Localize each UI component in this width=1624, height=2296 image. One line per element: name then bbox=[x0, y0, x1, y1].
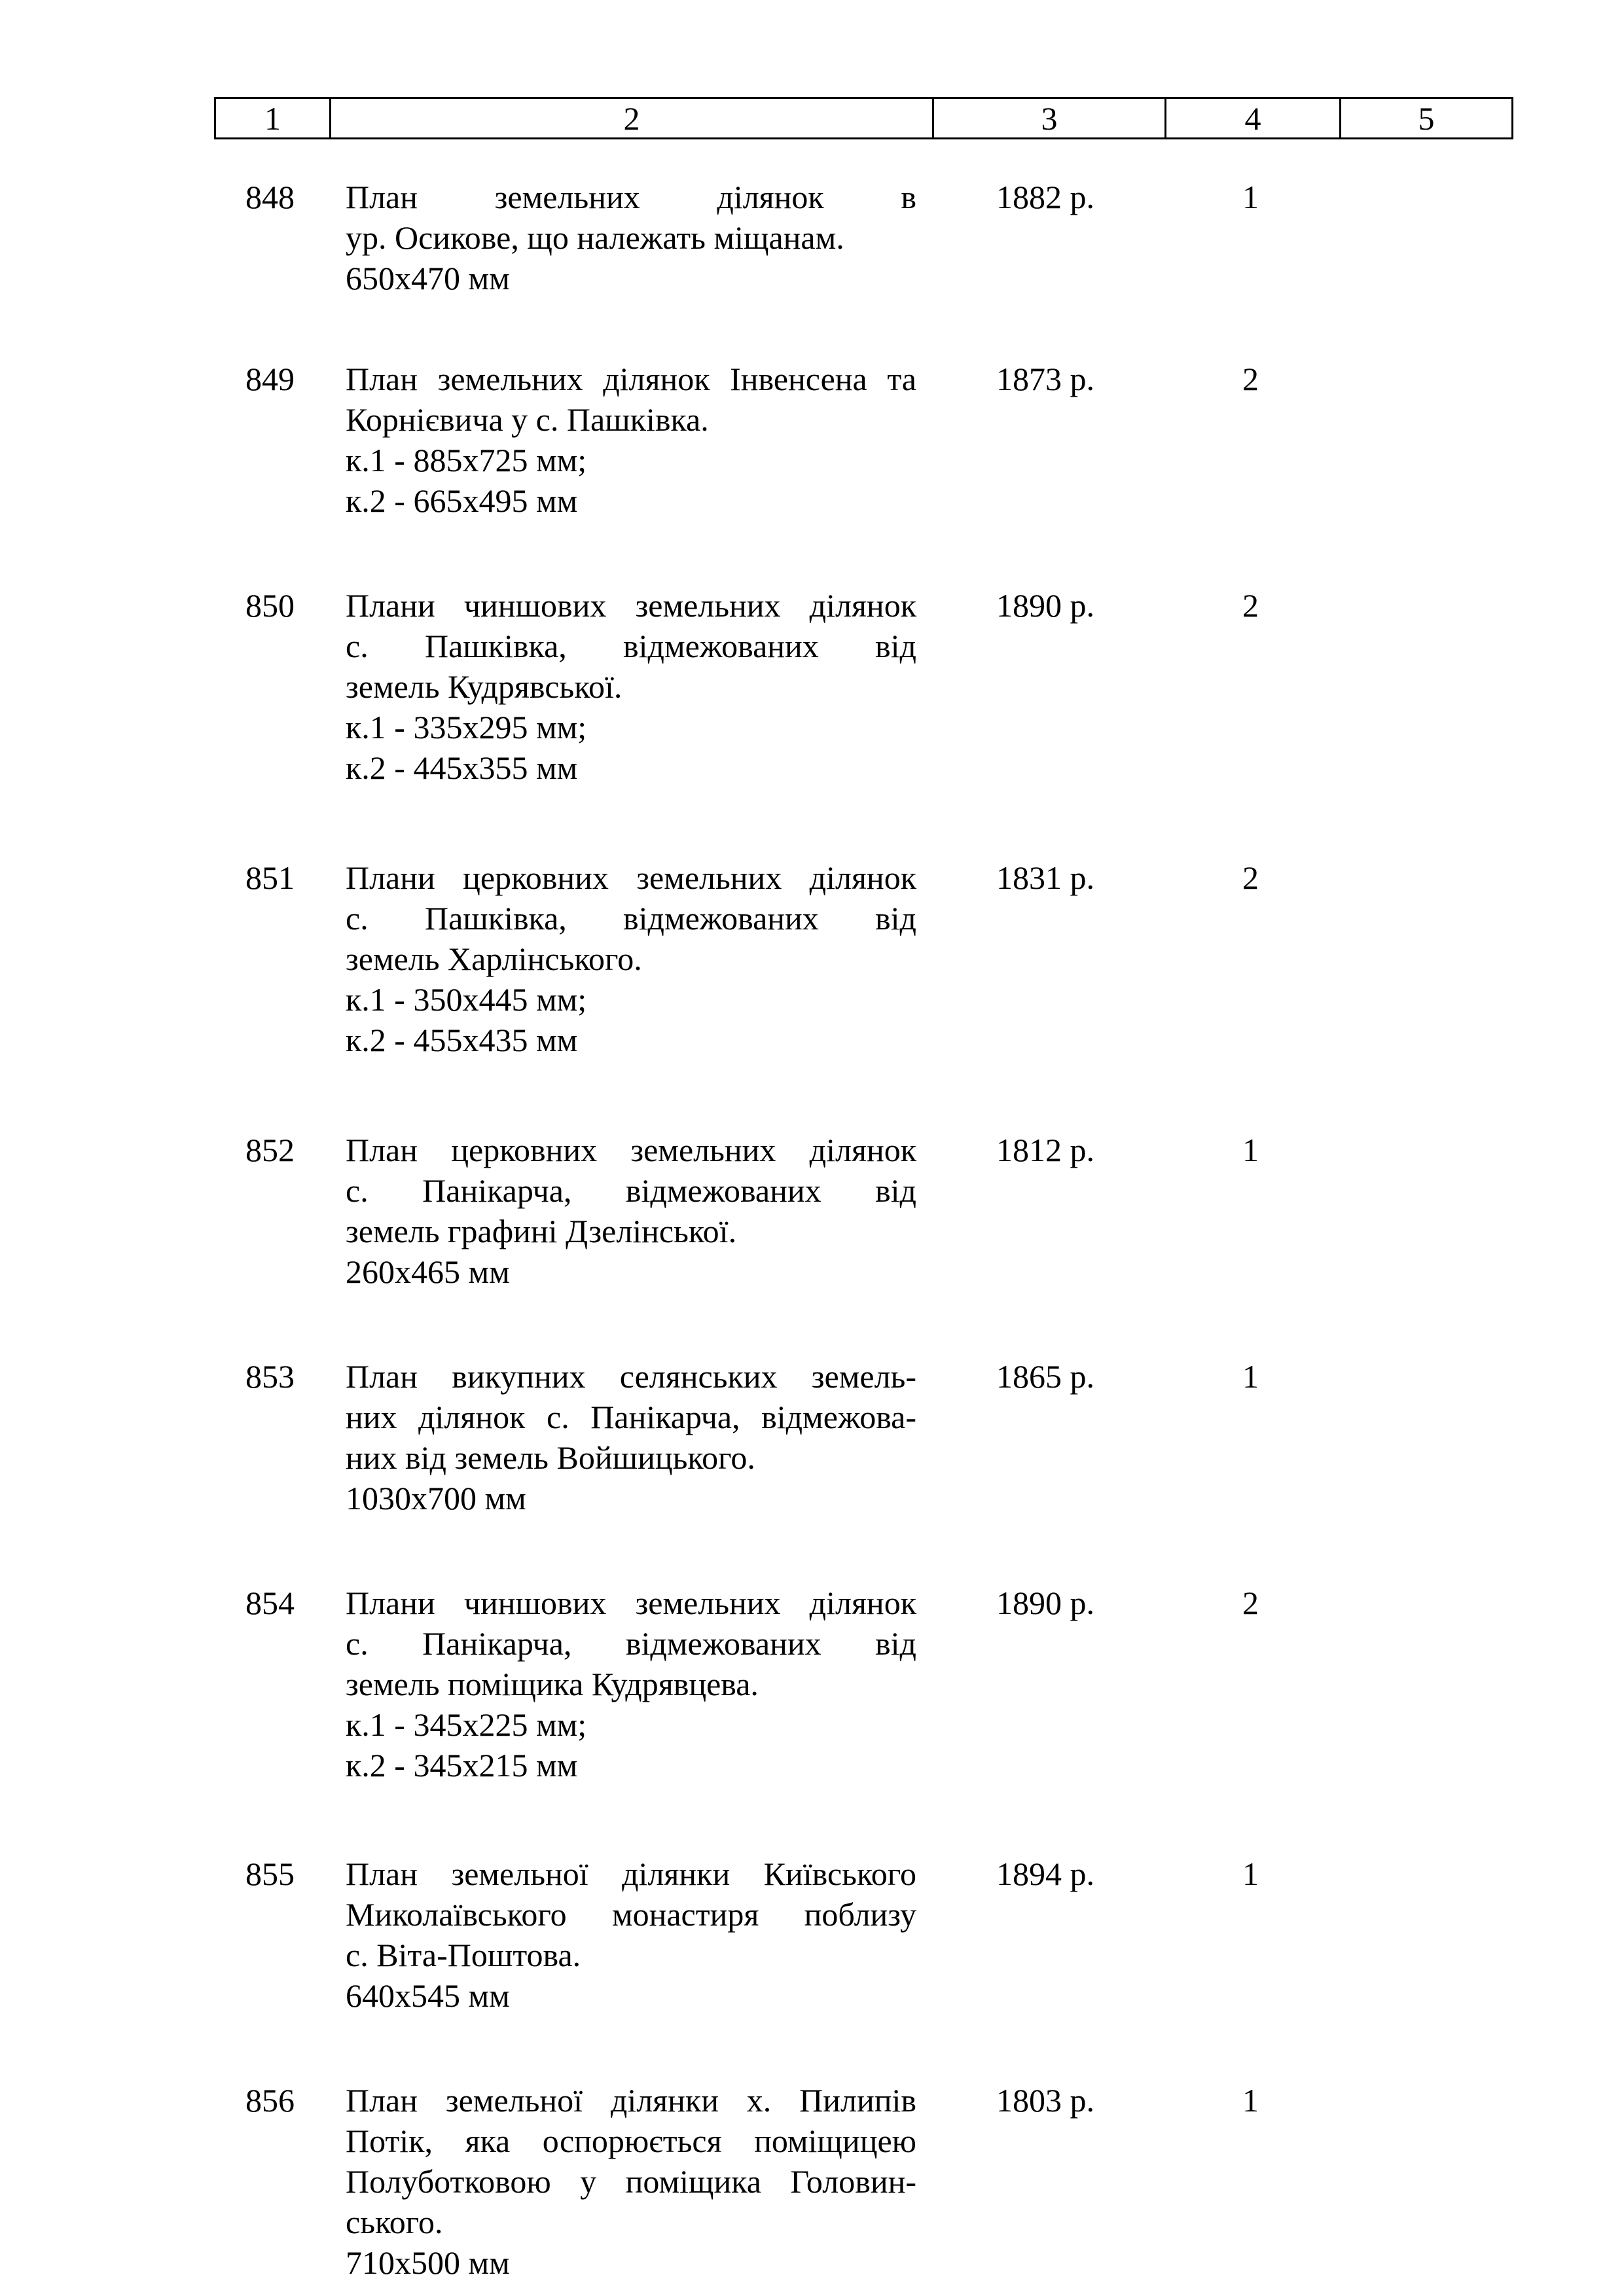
description-line: Полуботковою у поміщика Головин- bbox=[346, 2163, 916, 2200]
entry-description bbox=[346, 2080, 916, 2283]
description-line: к.1 - 885x725 мм; bbox=[346, 442, 587, 478]
catalog-entry bbox=[0, 1356, 1624, 1518]
entry-description bbox=[346, 1583, 916, 1785]
column-number-header bbox=[214, 97, 1513, 139]
description-line: ського. bbox=[346, 2204, 443, 2240]
header-cell-1: 1 bbox=[216, 99, 331, 137]
entry-sheet-count: 2 bbox=[1242, 1585, 1259, 1621]
description-line: План церковних земельних ділянок bbox=[346, 1132, 916, 1168]
entry-date: 1882 р. bbox=[996, 179, 1094, 215]
entry-number: 854 bbox=[245, 1585, 295, 1621]
entry-date: 1873 р. bbox=[996, 361, 1094, 397]
description-line: 260x465 мм bbox=[346, 1253, 510, 1290]
description-line: Корнієвича у с. Пашківка. bbox=[346, 401, 709, 438]
description-line: с. Віта-Поштова. bbox=[346, 1937, 581, 1973]
entry-description bbox=[346, 359, 916, 521]
description-line: к.1 - 335x295 мм; bbox=[346, 709, 587, 745]
entry-sheet-count: 1 bbox=[1242, 1132, 1259, 1168]
description-line: к.2 - 445x355 мм bbox=[346, 749, 578, 786]
description-line: ур. Осикове, що належать міщанам. bbox=[346, 219, 844, 256]
description-line: к.1 - 350x445 мм; bbox=[346, 981, 587, 1018]
description-line: 710x500 мм bbox=[346, 2244, 510, 2281]
description-line: с. Панікарча, відмежованих від bbox=[346, 1625, 916, 1662]
description-line: к.1 - 345x225 мм; bbox=[346, 1706, 587, 1743]
entry-date: 1812 р. bbox=[996, 1132, 1094, 1168]
header-cell-2: 2 bbox=[331, 99, 934, 137]
entry-sheet-count: 2 bbox=[1242, 859, 1259, 896]
description-line: к.2 - 345x215 мм bbox=[346, 1747, 578, 1784]
entry-date: 1890 р. bbox=[996, 587, 1094, 624]
description-line: Миколаївського монастиря поблизу bbox=[346, 1896, 916, 1933]
description-line: План земельних ділянок Інвенсена та bbox=[346, 361, 916, 397]
entry-number: 853 bbox=[245, 1358, 295, 1395]
description-line: Плани чиншових земельних ділянок bbox=[346, 1585, 916, 1621]
catalog-entry bbox=[0, 1854, 1624, 2016]
catalog-entry bbox=[0, 2080, 1624, 2283]
entry-number: 849 bbox=[245, 361, 295, 397]
entry-sheet-count: 2 bbox=[1242, 587, 1259, 624]
entry-date: 1890 р. bbox=[996, 1585, 1094, 1621]
description-line: с. Пашківка, відмежованих від bbox=[346, 628, 916, 664]
entry-date: 1865 р. bbox=[996, 1358, 1094, 1395]
entry-number: 850 bbox=[245, 587, 295, 624]
description-line: 1030x700 мм bbox=[346, 1480, 526, 1516]
entry-number: 848 bbox=[245, 179, 295, 215]
description-line: 640x545 мм bbox=[346, 1977, 510, 2014]
entry-description bbox=[346, 1854, 916, 2016]
entry-number: 852 bbox=[245, 1132, 295, 1168]
entry-description bbox=[346, 1356, 916, 1518]
header-cell-3: 3 bbox=[934, 99, 1166, 137]
description-line: них ділянок с. Панікарча, відмежова- bbox=[346, 1399, 916, 1435]
description-line: План земельної ділянки Київського bbox=[346, 1856, 916, 1892]
description-line: земель Кудрявської. bbox=[346, 668, 623, 705]
description-line: земель поміщика Кудрявцева. bbox=[346, 1666, 759, 1702]
entry-number: 855 bbox=[245, 1856, 295, 1892]
entry-description bbox=[346, 1130, 916, 1292]
header-cell-4: 4 bbox=[1166, 99, 1341, 137]
description-line: Плани чиншових земельних ділянок bbox=[346, 587, 916, 624]
catalog-entry bbox=[0, 177, 1624, 298]
entry-sheet-count: 2 bbox=[1242, 361, 1259, 397]
entry-sheet-count: 1 bbox=[1242, 179, 1259, 215]
entry-description bbox=[346, 857, 916, 1060]
entry-sheet-count: 1 bbox=[1242, 1856, 1259, 1892]
description-line: них від земель Войшицького. bbox=[346, 1439, 755, 1476]
description-line: с. Пашківка, відмежованих від bbox=[346, 900, 916, 937]
entry-description bbox=[346, 585, 916, 788]
description-line: План земельної ділянки х. Пилипів bbox=[346, 2082, 916, 2119]
catalog-entry bbox=[0, 585, 1624, 788]
entry-sheet-count: 1 bbox=[1242, 2082, 1259, 2119]
description-line: к.2 - 665x495 мм bbox=[346, 482, 578, 519]
catalog-entry bbox=[0, 857, 1624, 1060]
description-line: земель Харлінського. bbox=[346, 941, 642, 977]
description-line: Плани церковних земельних ділянок bbox=[346, 859, 916, 896]
entry-number: 851 bbox=[245, 859, 295, 896]
catalog-entry bbox=[0, 359, 1624, 521]
description-line: 650x470 мм bbox=[346, 260, 510, 296]
description-line: земель графині Дзелінської. bbox=[346, 1213, 737, 1249]
header-cell-5: 5 bbox=[1418, 99, 1435, 137]
description-line: План земельних ділянок в bbox=[346, 179, 916, 215]
description-line: Потік, яка оспорюється поміщицею bbox=[346, 2123, 916, 2159]
entry-date: 1831 р. bbox=[996, 859, 1094, 896]
catalog-entry bbox=[0, 1130, 1624, 1292]
entry-date: 1894 р. bbox=[996, 1856, 1094, 1892]
description-line: План викупних селянських земель- bbox=[346, 1358, 916, 1395]
entry-description bbox=[346, 177, 916, 298]
entry-number: 856 bbox=[245, 2082, 295, 2119]
description-line: с. Панікарча, відмежованих від bbox=[346, 1172, 916, 1209]
catalog-entry bbox=[0, 1583, 1624, 1785]
entry-date: 1803 р. bbox=[996, 2082, 1094, 2119]
entry-sheet-count: 1 bbox=[1242, 1358, 1259, 1395]
description-line: к.2 - 455x435 мм bbox=[346, 1022, 578, 1058]
